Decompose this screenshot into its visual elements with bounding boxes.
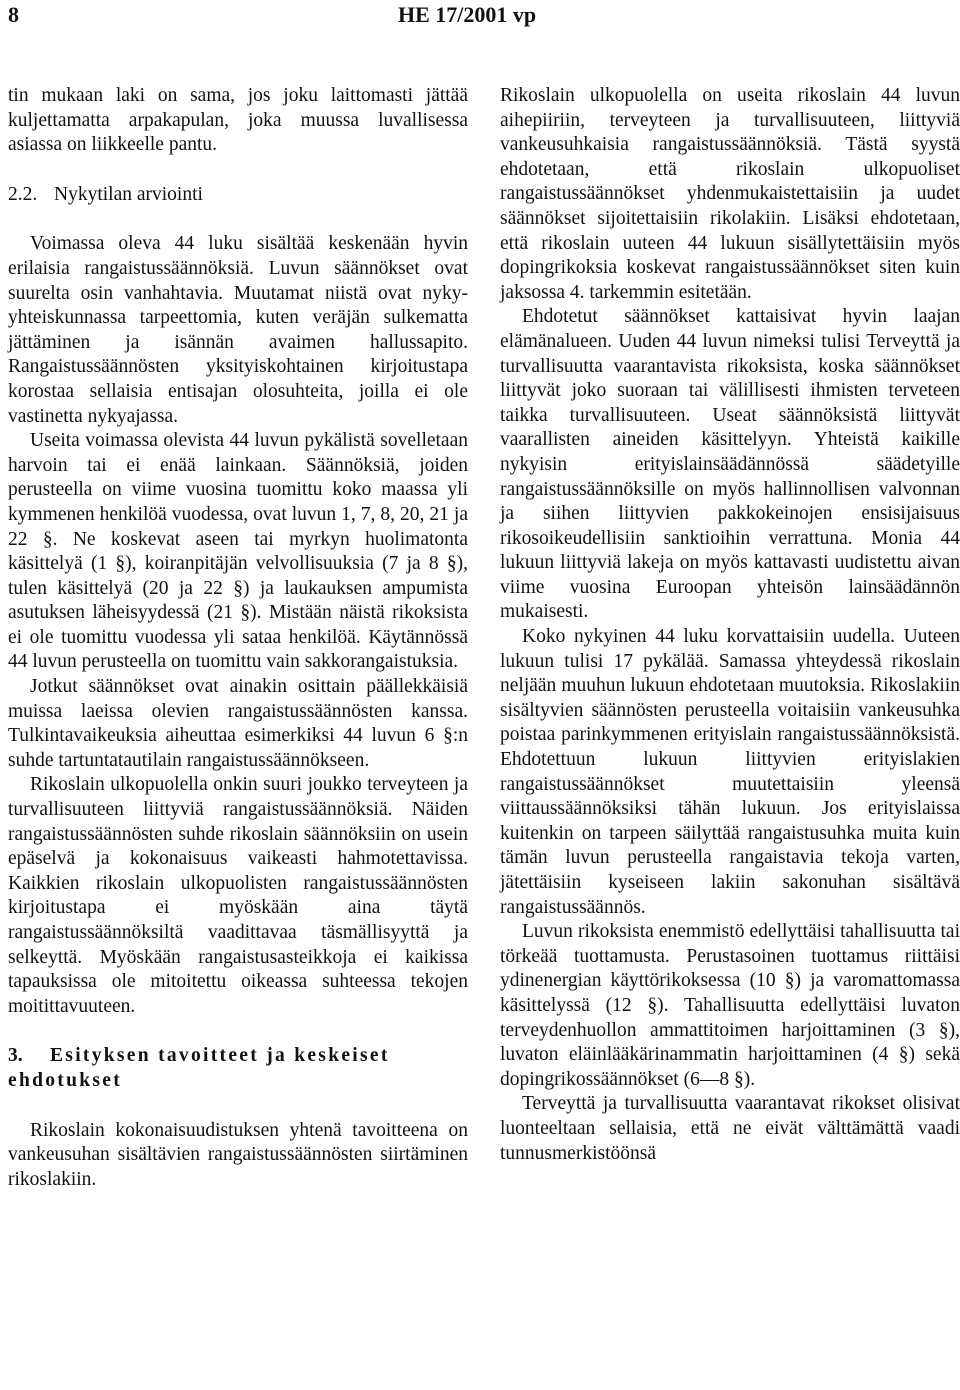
paragraph: Useita voimassa olevista 44 luvun pykälistä sovelletaan harvoin tai ei enää lainkaan. Säännöksiä, joiden perusteella on viime vuosina tuomittu koko maassa yli kymmenen henkilöä vuodessa, ovat luvun 1, 7, 8, 20, 21 ja 22 §. Ne koskevat aseen tai myrkyn huolimatonta käsittelyä (1 §), koiranpitäjän velvollisuuksia (7 ja 8 §), tulen käsittelyä (20 ja 22 §) ja laukauksen ampumista asutuksen läheisyydessä (21 §). Mistään näistä rikoksista ei ole tuomittu vuodessa yli sataa henkilöä. Käytännössä 44 luvun perusteella on tuomittu vain sakkorangaistuksia.	[8, 430, 468, 673]
paragraph: tin mukaan laki on sama, jos joku laittomasti jättää kuljettamatta arpakapulan, joka muussa luvallisessa asiassa on liikkeelle pantu.	[8, 85, 468, 156]
paragraph: Ehdotetut säännökset kattaisivat hyvin laajan elämänalueen. Uuden 44 luvun nimeksi tulisi Terveyttä ja turvallisuutta vaarantavista rikoksista, koska säännökset liittyvät joko suoraan tai välillisesti ihmisten terveteen taikka turvallisuuteen. Useat säännöksistä liittyvät vaarallisten aineiden käsittelyyn. Yhteistä kaikille nykyisin erityislainsäädännössä säädetyille rangaistussäännöksille on myös hallinnollisen valvonnan ja siihen liittyvien pakkokeinojen ensisijaisuus rikosoikeudellisiin sanktioihin verrattuna. Monia 44 lukuun liittyviä lakeja on myös kattavasti uudistettu aivan viime vuosina Euroopan yhteisön lainsäädännön mukaisesti.	[500, 306, 960, 623]
paragraph: Rikoslain ulkopuolella onkin suuri joukko terveyteen ja turvallisuuteen liittyviä rangaistussäännöksiä. Näiden rangaistussäännösten suhde rikoslain säännöksiin on usein epäselvä ja kokonaisuus vaikeasti hahmotettavissa. Kaikkien rikoslain ulkopuolisten rangaistussäännösten kirjoitustapa ei myöskään aina täytä rangaistussäännöksiltä vaadittavaa täsmällisyyttä ja selkeyttä. Myöskään rangaistusasteikkoja ei kaikissa tapauksissa ole mitoitettu oikeassa suhteessa tekojen moitittavuuteen.	[8, 774, 468, 1017]
paragraph: Rikoslain kokonaisuudistuksen yhtenä tavoitteena on vankeusuhan sisältävien rangaistussäännösten siirtäminen rikoslakiin.	[8, 1119, 468, 1190]
right-column	[500, 84, 960, 1166]
paragraph: Jotkut säännökset ovat ainakin osittain päällekkäisiä muissa laeissa olevien rangaistussäännösten kanssa. Tulkintavaikeuksia aiheuttaa esimerkiksi 44 luvun 6 §:n suhde tartuntatautilain rangaistussäännökseen.	[8, 676, 468, 771]
page-header	[0, 0, 960, 40]
paragraph: Rikoslain ulkopuolella on useita rikoslain 44 luvun aihepiiriin, terveyteen ja turvallisuuteen, liittyviä vankeusuhkaisia rangaistussäännöksiä. Tästä syystä ehdotetaan, että rikoslain ulkopuoliset rangaistussäännökset yhdenmukaistettaisiin ja uudet säännökset sijoitettaisiin rikolakiin. Lisäksi ehdotetaan, että rikoslain uuteen 44 lukuun sisällytettäisiin myös dopingrikoksia koskevat rangaistussäännökset siten kuin jaksossa 4. tarkemmin esitetään.	[500, 85, 960, 303]
section-heading-2-2	[8, 183, 468, 208]
paragraph: Luvun rikoksista enemmistö edellyttäisi tahallisuutta tai törkeää tuottamusta. Perustasoinen tuottamus riittäisi ydinenergian käyttörikoksessa (10 §) ja varomattomassa käsittelyssä (12 §). Tahallisuutta edellyttäisi luvaton terveydenhuollon ammattitoimen harjoittaminen (3 §), luvaton eläinlääkärinammatin harjoittaminen (4 §) sekä dopingrikossäännökset (6—8 §).	[500, 921, 960, 1090]
left-column	[8, 84, 468, 1192]
section-heading-3	[8, 1044, 468, 1093]
section-number: 3.	[8, 1045, 23, 1067]
page-number: 8	[8, 2, 19, 27]
section-number: 2.2.	[8, 183, 38, 205]
paragraph: Voimassa oleva 44 luku sisältää keskenään hyvin erilaisia rangaistussäännöksiä. Luvun säännökset ovat suurelta osin vanhahtavia. Muutamat niistä ovat nyky-yhteiskunnassa tarpeettomia, kuten veräjän sulkematta jättäminen ja isännän avaimen hallussapito. Rangaistussäännösten yksityiskohtainen kirjoitustapa korostaa sellaisia entisajan olosuhteita, joilla ei ole vastinetta nykyajassa.	[8, 233, 468, 427]
section-title: Esityksen tavoitteet ja keskeiset ehdotukset	[8, 1045, 390, 1091]
running-head: HE 17/2001 vp	[398, 2, 537, 27]
paragraph: Koko nykyinen 44 luku korvattaisiin uudella. Uuteen lukuun tulisi 17 pykälää. Samassa yhteydessä rikoslain neljään muuhun lukuun ehdotetaan muutoksia. Rikoslakiin sisältyvien säännösten perusteella voitaisiin vankeusuhka poistaa parinkymmenen erityislain rangaistussäännöksistä. Ehdotettuun lukuun liittyvien erityislakien rangaistussäännökset muutettaisiin yleensä viittaussäännöksiksi tähän lukuun. Jos erityislaissa kuitenkin on tarpeen säilyttää rangaistusuhka muita kuin tämän luvun perusteella rangaistavia tekoja varten, jätettäisiin kyseiseen lakiin sakonuhan sisältävä rangaistussäännös.	[500, 626, 960, 918]
paragraph: Terveyttä ja turvallisuutta vaarantavat rikokset olisivat luonteeltaan sellaisia, että ne eivät välttämättä vaadi tunnusmerkistöönsä	[500, 1093, 960, 1164]
section-title: Nykytilan arviointi	[54, 183, 203, 205]
